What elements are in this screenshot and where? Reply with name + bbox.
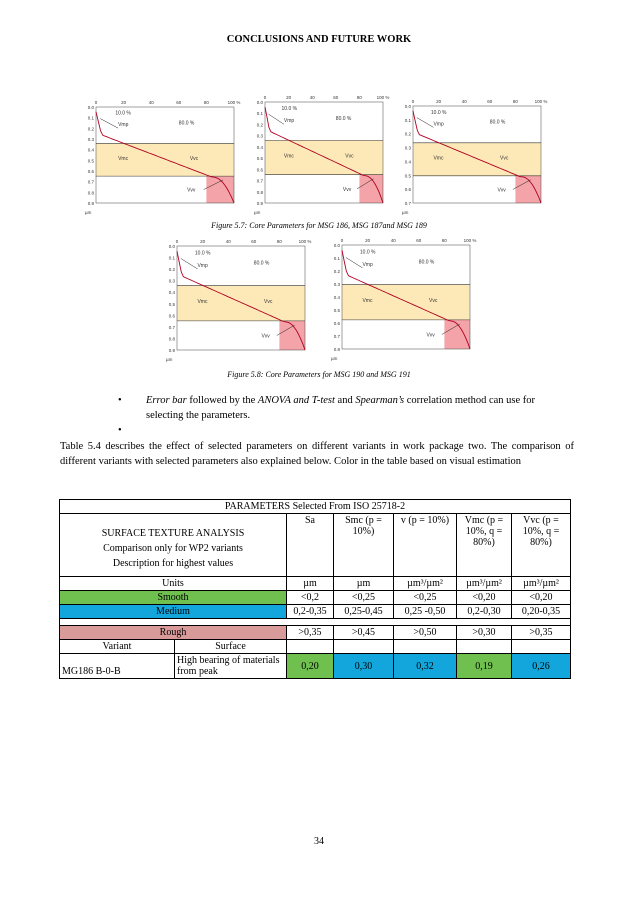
unit-cell: µm [287, 577, 334, 591]
material-ratio-svg [401, 96, 551, 217]
vvc-label: Vvc [264, 299, 273, 306]
p1-label: 10.0 % [281, 106, 298, 113]
vmp-label: Vmp [433, 121, 444, 128]
table-blank [287, 640, 334, 654]
core-band [96, 143, 234, 176]
y-tick-label: 0.4 [87, 147, 94, 153]
p2-label: 80.0 % [489, 119, 506, 126]
range-cell: <0,25 [334, 591, 394, 605]
y-tick-label: 0.6 [256, 167, 263, 173]
y-tick-label: 0.6 [168, 313, 175, 319]
y-tick-label: 0.2 [87, 126, 94, 132]
bullet-item [118, 393, 568, 423]
top-tick-label: 0 [175, 239, 179, 244]
top-tick-label: 60 [251, 239, 257, 244]
vmc-label: Vmc [433, 155, 444, 162]
table-desc-line: SURFACE TEXTURE ANALYSIS [101, 527, 245, 539]
y-tick-label: 0.3 [87, 137, 94, 142]
y-tick-label: 0.1 [87, 115, 94, 121]
top-tick-label: 80 [203, 100, 209, 105]
y-tick-label: 0.4 [168, 290, 175, 296]
vmp-label: Vmp [283, 118, 295, 125]
category-medium: Medium [60, 605, 287, 619]
table-header-cell: v (p = 10%) [394, 514, 457, 577]
range-cell: >0,50 [394, 626, 457, 640]
top-tick-label: 0 [411, 99, 415, 104]
vmp-label: Vmp [197, 262, 208, 269]
variant-value: 0,30 [334, 654, 394, 679]
y-tick-label: 0.6 [87, 169, 94, 174]
y-tick-label: 0.2 [404, 131, 411, 137]
top-tick-label: 20 [436, 99, 442, 104]
top-tick-label: 80 [441, 238, 447, 243]
top-tick-label: 100 % [376, 95, 390, 100]
bullet-emph: ANOVA and T-test [257, 395, 335, 406]
core-band [265, 140, 383, 174]
figure-5-7-caption: Figure 5.7: Core Parameters for MSG 186, MSG 187and MSG 189 [211, 221, 427, 230]
y-tick-label: 0.6 [333, 321, 340, 326]
surface-desc: High bearing of materials from peak [175, 654, 287, 679]
top-tick-label: 0 [263, 95, 267, 100]
y-tick-label: 0.7 [333, 334, 340, 339]
table-blank [457, 640, 512, 654]
top-tick-label: 60 [487, 99, 493, 104]
p2-label: 80.0 % [178, 120, 195, 127]
table-desc-line: Comparison only for WP2 variants [103, 542, 243, 554]
core-chart-msg187 [253, 92, 393, 217]
top-tick-label: 20 [200, 239, 206, 244]
y-tick-label: 0.7 [404, 201, 411, 206]
p1-label: 10.0 % [194, 250, 211, 257]
material-ratio-svg [330, 235, 480, 363]
top-tick-label: 20 [286, 95, 292, 100]
body-paragraph: Table 5.4 describes the effect of selected parameters on different variants in work package two. The comparison of different variants with selected parameters also explained below. Color in the table based on visual estimation [60, 441, 574, 467]
range-cell: 0,25-0,45 [334, 605, 394, 619]
p1-label: 10.0 % [430, 109, 447, 116]
y-tick-label: 0.9 [256, 201, 263, 206]
parameters-table [59, 499, 571, 679]
range-cell: 0,2-0,30 [457, 605, 512, 619]
top-tick-label: 0 [94, 100, 98, 105]
y-tick-label: 0.0 [168, 244, 175, 249]
p1-label: 10.0 % [359, 249, 376, 256]
bullet-emph: Error bar [146, 395, 187, 406]
top-tick-label: 100 % [227, 100, 241, 105]
category-rough: Rough [60, 626, 287, 640]
y-tick-label: 0.2 [168, 267, 175, 273]
y-tick-label: 0.1 [256, 111, 263, 117]
range-cell: >0,35 [512, 626, 571, 640]
top-tick-label: 100 % [298, 239, 312, 244]
y-tick-label: 0.5 [256, 156, 263, 162]
figure-5-8-caption: Figure 5.8: Core Parameters for MSG 190 and MSG 191 [227, 370, 411, 379]
y-tick-label: 0.5 [404, 173, 411, 179]
top-tick-label: 40 [461, 99, 467, 104]
range-cell: <0,2 [287, 591, 334, 605]
range-cell: <0,25 [394, 591, 457, 605]
vmc-label: Vmc [118, 155, 129, 162]
y-tick-label: 0.5 [168, 301, 175, 307]
top-tick-label: 60 [333, 95, 339, 100]
vmc-label: Vmc [283, 153, 294, 160]
unit-label: µm [85, 210, 92, 215]
top-tick-label: 40 [225, 239, 231, 244]
table-title: PARAMETERS Selected From ISO 25718-2 [60, 500, 571, 514]
vmp-label: Vmp [118, 122, 129, 129]
y-tick-label: 0.7 [256, 178, 263, 184]
range-cell: >0,35 [287, 626, 334, 640]
top-tick-label: 60 [176, 100, 182, 105]
vvv-label: Vvv [426, 332, 435, 339]
top-tick-label: 40 [390, 238, 396, 243]
table-description [60, 514, 287, 577]
top-tick-label: 80 [356, 95, 362, 100]
range-cell: <0,20 [512, 591, 571, 605]
top-tick-label: 80 [276, 239, 282, 244]
material-ratio-svg [165, 236, 315, 364]
top-tick-label: 100 % [534, 99, 548, 104]
variant-value: 0,26 [512, 654, 571, 679]
bullet-run: followed by the [186, 395, 258, 406]
core-chart-msg190 [165, 236, 315, 364]
p1-label: 10.0 % [115, 110, 131, 117]
core-chart-msg186 [84, 97, 244, 217]
variant-header: Variant [60, 640, 175, 654]
bullet-dot: • [118, 425, 122, 436]
unit-label: µm [254, 210, 261, 215]
y-tick-label: 0.4 [256, 144, 263, 150]
variant-name: MG186 B-0-B [60, 654, 175, 679]
y-tick-label: 0.1 [404, 117, 411, 123]
table-header-cell: Sa [287, 514, 334, 577]
bullet-emph: Spearman’s [355, 395, 405, 406]
bullet-list [118, 393, 568, 437]
vvv-label: Vvv [497, 187, 506, 194]
y-tick-label: 0.1 [168, 255, 175, 261]
unit-label: µm [166, 357, 173, 362]
category-smooth: Smooth [60, 591, 287, 605]
top-tick-label: 20 [365, 238, 371, 243]
unit-cell: µm³/µm² [457, 577, 512, 591]
y-tick-label: 0.4 [333, 295, 340, 300]
y-tick-label: 0.4 [404, 159, 411, 165]
y-tick-label: 0.7 [168, 324, 175, 330]
vvv-label: Vvv [261, 333, 270, 340]
range-cell: <0,20 [457, 591, 512, 605]
bullet-run: correlation method can use for selecting the parameters. [146, 395, 536, 421]
y-tick-label: 0.5 [87, 158, 94, 164]
y-tick-label: 0.8 [333, 347, 340, 352]
surface-header: Surface [175, 640, 287, 654]
top-tick-label: 60 [416, 238, 422, 243]
y-tick-label: 0.0 [87, 105, 94, 110]
y-tick-label: 0.3 [168, 278, 175, 284]
units-label: Units [60, 577, 287, 591]
vmp-label: Vmp [362, 261, 373, 268]
material-ratio-svg [253, 92, 393, 217]
y-tick-label: 0.9 [168, 348, 175, 353]
y-tick-label: 0.5 [333, 308, 340, 313]
table-blank [394, 640, 457, 654]
top-tick-label: 40 [148, 100, 154, 105]
vvv-label: Vvv [342, 186, 352, 193]
y-tick-label: 0.7 [87, 179, 94, 185]
bullet-dot: • [118, 395, 122, 406]
table-header-cell: Vvc (p = 10%, q = 80%) [512, 514, 571, 577]
vmp-arrow [100, 119, 118, 129]
bullet-item [118, 423, 568, 437]
vmc-label: Vmc [197, 299, 208, 306]
bullet-run: and [334, 395, 356, 406]
unit-label: µm [402, 210, 409, 215]
p2-label: 80.0 % [335, 116, 352, 123]
y-tick-label: 0.9 [87, 201, 94, 206]
y-tick-label: 0.8 [87, 190, 94, 196]
top-tick-label: 0 [340, 238, 344, 243]
table-blank [512, 640, 571, 654]
vvc-label: Vvc [429, 298, 438, 305]
range-cell: >0,30 [457, 626, 512, 640]
vvc-label: Vvc [189, 155, 199, 162]
y-tick-label: 0.2 [333, 269, 340, 274]
page-number: 34 [314, 836, 324, 847]
unit-cell: µm³/µm² [512, 577, 571, 591]
range-cell: 0,25 -0,50 [394, 605, 457, 619]
top-tick-label: 40 [309, 95, 315, 100]
variant-value: 0,32 [394, 654, 457, 679]
table-blank [334, 640, 394, 654]
y-tick-label: 0.1 [333, 256, 340, 261]
bullet-text [146, 393, 568, 423]
y-tick-label: 0.3 [404, 145, 411, 151]
core-chart-msg191 [330, 235, 480, 363]
y-tick-label: 0.0 [404, 104, 411, 109]
table-desc-line: Description for highest values [112, 557, 234, 569]
core-chart-msg189 [401, 96, 551, 217]
range-cell: 0,2-0,35 [287, 605, 334, 619]
unit-cell: µm³/µm² [394, 577, 457, 591]
core-band [413, 143, 541, 176]
y-tick-label: 0.3 [256, 133, 263, 139]
vmp-arrow [346, 257, 363, 267]
variant-value: 0,19 [457, 654, 512, 679]
vvv-label: Vvv [187, 187, 196, 194]
table-spacer [60, 619, 571, 626]
variant-value: 0,20 [287, 654, 334, 679]
top-tick-label: 20 [121, 100, 127, 105]
range-cell: >0,45 [334, 626, 394, 640]
y-tick-label: 0.8 [256, 189, 263, 195]
y-tick-label: 0.3 [333, 282, 340, 287]
p2-label: 80.0 % [253, 260, 270, 267]
y-tick-label: 0.0 [333, 243, 340, 248]
y-tick-label: 0.6 [404, 187, 411, 193]
unit-label: µm [331, 356, 338, 361]
vmc-label: Vmc [362, 298, 373, 305]
page-header: CONCLUSIONS AND FUTURE WORK [226, 34, 412, 45]
core-band [342, 285, 470, 320]
material-ratio-svg [84, 97, 244, 217]
y-tick-label: 0.0 [256, 100, 263, 105]
y-tick-label: 0.2 [256, 122, 263, 128]
p2-label: 80.0 % [418, 259, 435, 266]
vmp-arrow [417, 118, 434, 128]
top-tick-label: 80 [512, 99, 518, 104]
vvc-label: Vvc [500, 155, 509, 162]
table-header-cell: Smc (p = 10%) [334, 514, 394, 577]
y-tick-label: 0.8 [168, 336, 175, 342]
range-cell: 0,20-0,35 [512, 605, 571, 619]
top-tick-label: 100 % [463, 238, 477, 243]
vmp-arrow [181, 258, 198, 268]
unit-cell: µm [334, 577, 394, 591]
core-band [177, 286, 305, 321]
table-header-cell: Vmc (p = 10%, q = 80%) [457, 514, 512, 577]
vmp-arrow [269, 114, 284, 124]
vvc-label: Vvc [345, 153, 354, 160]
